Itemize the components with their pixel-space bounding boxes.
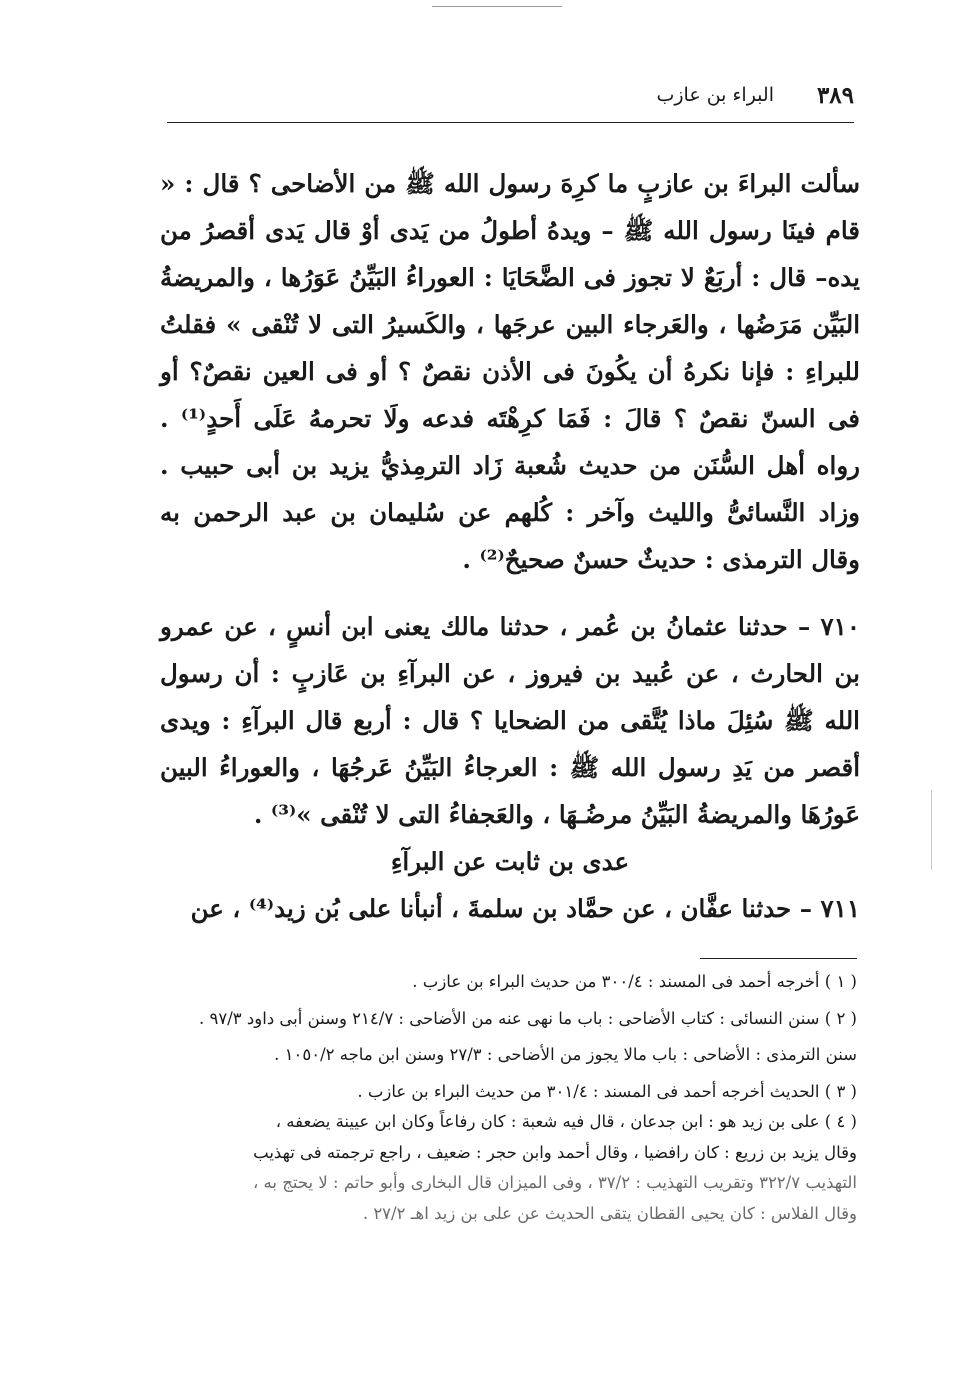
section-heading: عدى بن ثابت عن البرآءِ [390,847,630,876]
footnote-4-line-2: وقال يزيد بن زريع : كان رافضيا ، وقال أحمد وابن حجر : ضعيف ، راجع ترجمته فى تهذيب [253,1142,857,1162]
paragraph-hadith-709: سألت البراءَ بن عازبٍ ما كرِهَ رسول الله ﷺ من الأضاحى ؟ قال : « قام فينَا رسول الله ﷺ – ويدهُ أطولُ من يَدى أوْ قال يَدى أقصرُ من يده– قال : أربَعٌ لا تجوز فى الضَّحَايَا : العوراءُ البَيِّنُ عَوَرُها ، والمريضةُ البَيِّن مَرَضُها ، والعَرجاء البين عرجَها ، والكَسيرُ التى لا تُنْقى » فقلتُ للبراءِ : فإنا نكرهُ أن يكُونَ فى الأذن نقصٌ ؟ أو فى العين نقصٌ؟ أو فى السنّ نقصٌ ؟ قالَ : فَمَا كرِهْتَه فدعه ولَا تحرمهُ عَلَى أَحدٍ⁽¹⁾ . رواه أهل السُّنَن من حديث شُعبة زَاد الترمِذيُّ يزيد بن أبى حبيب . وزاد النَّسائىُّ والليث وآخر : كُلهم عن سُليمان بن عبد الرحمن به وقال الترمذى : حديثٌ حسنٌ صحيحٌ⁽²⁾ . [160,169,861,574]
footnotes [163,967,857,1229]
scan-edge-mark [931,790,932,870]
page-number: ٣٨٩ [816,82,854,109]
footnote-4-line-1: ( ٤ ) على بن زيد هو : ابن جدعان ، قال فيه شعبة : كان رفاعاً وكان ابن عيينة يضعفه ، [275,1112,857,1131]
footnote-2: ( ٢ ) سنن النسائى : كتاب الأضاحى : باب ما نهى عنه من الأضاحى : ٢١٤/٧ وسنن أبى داود ٩٧/٣ . [199,1008,857,1028]
footnote-rule [700,958,857,959]
footnote-4-line-4: وقال الفلاس : كان يحيى القطان يتقى الحديث عن على بن زيد اهـ ٢٧/٢ . [362,1203,857,1223]
paragraph-hadith-710: ٧١٠ – حدثنا عثمانُ بن عُمر ، حدثنا مالك يعنى ابن أنسٍ ، عن عمرو بن الحارث ، عن عُبيد بن فيروز ، عن البرآءِ بن عَازبٍ : أن رسول الله ﷺ سُئِلَ ماذا يُتَّقى من الضحايا ؟ قال : أربع قال البرآءِ : ويدى أقصر من يَدِ رسول الله ﷺ : العرجاءُ البَيِّنُ عَرجُهَا ، والعوراءُ البين عَورُهَا والمريضةُ البَيِّنُ مرضُـهَا ، والعَجفاءُ التى لا تُنْقى »⁽³⁾ . [160,612,860,829]
footnote-4-line-3: التهذيب ٣٢٢/٧ وتقريب التهذيب : ٣٧/٢ ، وفى الميزان قال البخارى وأبو حاتم : لا يحتج به ، [252,1173,857,1192]
page-header [167,82,854,122]
header-rule [167,122,854,123]
footnote-1: ( ١ ) أخرجه أحمد فى المسند : ٣٠٠/٤ من حديث البراء بن عازب . [412,972,857,991]
main-text [160,160,860,932]
running-title: البراء بن عازب [656,84,774,106]
top-scan-mark [432,6,562,7]
footnote-3: ( ٣ ) الحديث أخرجه أحمد فى المسند : ٣٠١/٤ من حديث البراء بن عازب . [357,1081,857,1101]
footnote-2-continued: سنن الترمذى : الأضاحى : باب مالا يجوز من الأضاحى : ٢٧/٣ وسنن ابن ماجه ١٠٥٠/٢ . [274,1045,857,1064]
paragraph-hadith-711: ٧١١ – حدثنا عفَّان ، عن حمَّاد بن سلمةَ ، أنبأنا على بُن زيد⁽⁴⁾ ، عن [190,894,860,923]
